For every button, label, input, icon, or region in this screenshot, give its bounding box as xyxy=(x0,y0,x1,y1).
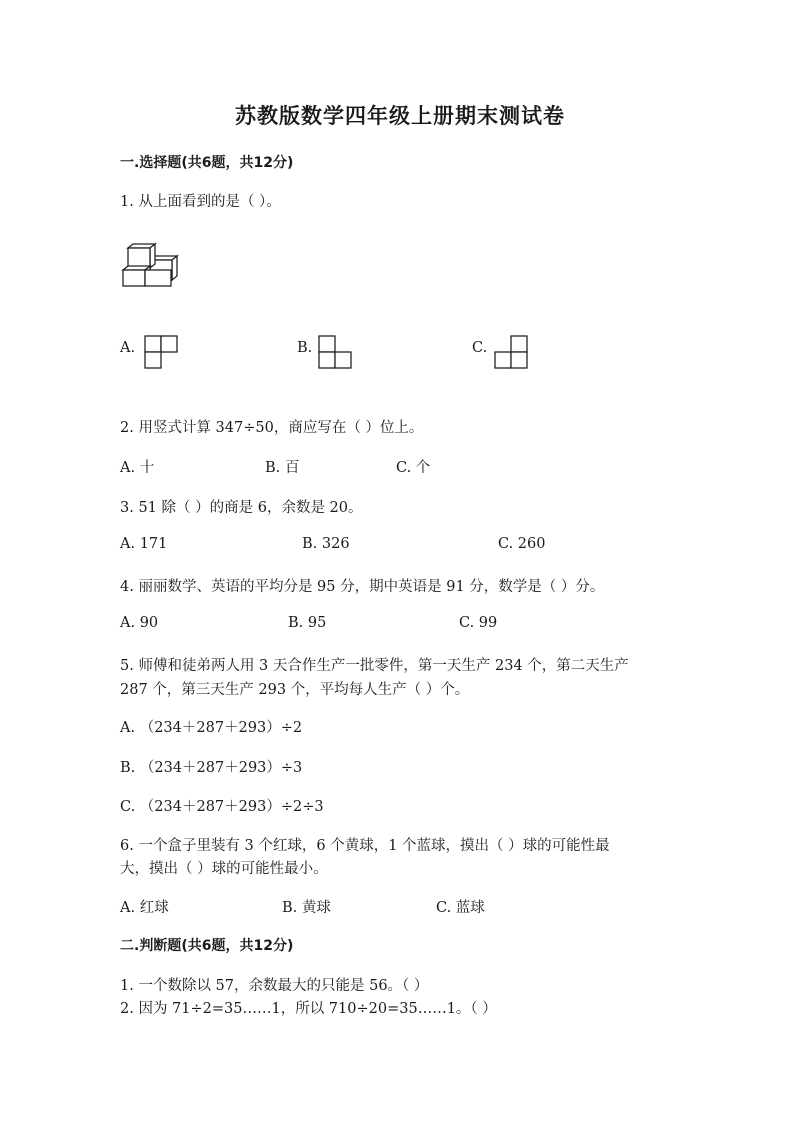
q6-option-b[interactable]: B. 黄球 xyxy=(282,900,331,916)
question-1: 1. 从上面看到的是（ ）。 xyxy=(120,194,281,210)
question-2: 2. 用竖式计算 347÷50，商应写在（ ）位上。 xyxy=(120,420,424,436)
q4-option-b[interactable]: B. 95 xyxy=(288,615,327,631)
q4-option-c[interactable]: C. 99 xyxy=(459,615,498,631)
judge-question-2: 2. 因为 71÷2=35……1，所以 710÷20=35……1。（ ） xyxy=(120,1001,497,1017)
question-5-line-1: 5. 师傅和徒弟两人用 3 天合作生产一批零件，第一天生产 234 个，第二天生产 xyxy=(120,658,629,674)
q2-option-a[interactable]: A. 十 xyxy=(120,460,155,476)
q3-option-a[interactable]: A. 171 xyxy=(120,536,168,552)
q5-option-a[interactable]: A. （234＋287＋293）÷2 xyxy=(120,720,303,736)
q4-option-a[interactable]: A. 90 xyxy=(120,615,159,631)
q5-option-b[interactable]: B. （234＋287＋293）÷3 xyxy=(120,760,303,776)
top-view-grid-c xyxy=(494,335,528,369)
q2-option-c[interactable]: C. 个 xyxy=(396,460,431,476)
question-5-line-2: 287 个，第三天生产 293 个，平均每人生产（ ）个。 xyxy=(120,682,470,698)
q3-option-b[interactable]: B. 326 xyxy=(302,536,350,552)
section-heading-judge: 二.判断题(共6题，共12分) xyxy=(120,938,294,954)
q6-option-c[interactable]: C. 蓝球 xyxy=(436,900,485,916)
q1-option-a[interactable]: A. xyxy=(120,340,136,356)
judge-question-1: 1. 一个数除以 57，余数最大的只能是 56。（ ） xyxy=(120,978,429,994)
section-heading-choice: 一.选择题(共6题，共12分) xyxy=(120,155,294,171)
top-view-grid-b xyxy=(318,335,352,369)
question-6-line-2: 大，摸出（ ）球的可能性最小。 xyxy=(120,861,328,877)
question-3: 3. 51 除（ ）的商是 6，余数是 20。 xyxy=(120,500,363,516)
top-view-grid-a xyxy=(144,335,178,369)
question-6-line-1: 6. 一个盒子里装有 3 个红球，6 个黄球，1 个蓝球，摸出（ ）球的可能性最 xyxy=(120,838,610,854)
question-4: 4. 丽丽数学、英语的平均分是 95 分，期中英语是 91 分，数学是（ ）分。 xyxy=(120,579,605,595)
q2-option-b[interactable]: B. 百 xyxy=(265,460,300,476)
cube-stack-figure xyxy=(122,242,182,288)
q1-option-c[interactable]: C. xyxy=(472,340,488,356)
page-title: 苏教版数学四年级上册期末测试卷 xyxy=(235,104,565,128)
q6-option-a[interactable]: A. 红球 xyxy=(120,900,169,916)
q3-option-c[interactable]: C. 260 xyxy=(498,536,546,552)
q1-option-b[interactable]: B. xyxy=(297,340,313,356)
q5-option-c[interactable]: C. （234＋287＋293）÷2÷3 xyxy=(120,799,324,815)
